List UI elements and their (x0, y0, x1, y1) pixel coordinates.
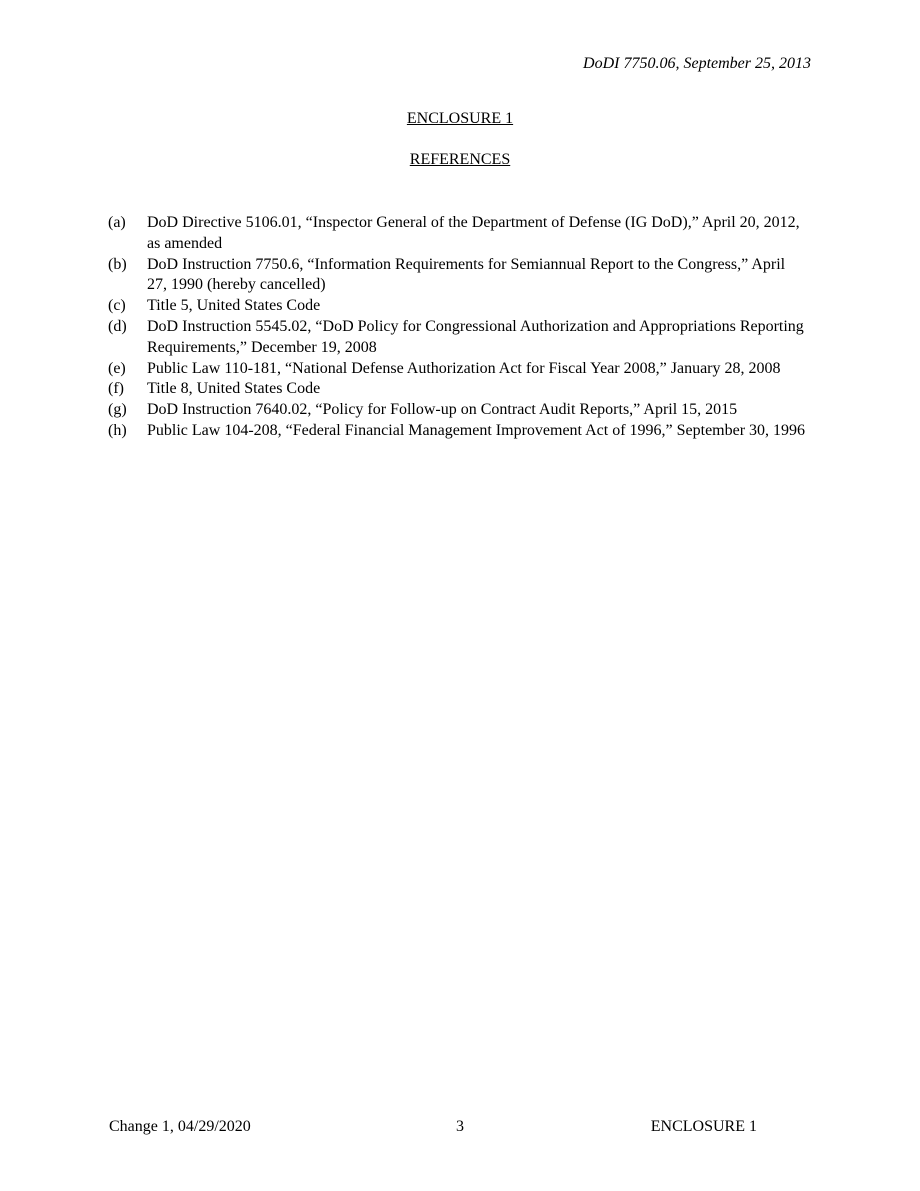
reference-label: (h) (108, 421, 127, 439)
footer-page-number: 3 (456, 1118, 464, 1135)
reference-text: DoD Instruction 7640.02, “Policy for Follow-up on Contract Audit Reports,” April 15, 2015 (147, 401, 738, 419)
reference-label: (g) (108, 401, 127, 419)
reference-item (108, 421, 808, 442)
footer-change: Change 1, 04/29/2020 (109, 1118, 251, 1135)
reference-label: (f) (108, 380, 124, 398)
reference-text: DoD Instruction 7750.6, “Information Requirements for Semiannual Report to the Congress,” April 27, 1990 (hereby cancelled) (147, 255, 786, 294)
references-title (0, 151, 920, 169)
reference-item (108, 379, 808, 400)
footer-enclosure: ENCLOSURE 1 (650, 1118, 757, 1135)
reference-label: (a) (108, 214, 126, 231)
enclosure-title (0, 110, 920, 128)
reference-label: (e) (108, 359, 126, 377)
reference-label: (d) (108, 317, 127, 335)
references-title-text: REFERENCES (409, 151, 511, 168)
reference-item (108, 317, 808, 359)
reference-item (108, 359, 808, 380)
reference-item (108, 255, 808, 297)
reference-text: Public Law 110-181, “National Defense Authorization Act for Fiscal Year 2008,” January 28, 2008 (147, 359, 781, 377)
reference-text: DoD Instruction 5545.02, “DoD Policy for Congressional Authorization and Appropriations Reporting Requirements,” December 19, 2008 (147, 317, 804, 356)
references-list (108, 213, 808, 442)
reference-text: Title 5, United States Code (147, 297, 321, 315)
reference-label: (b) (108, 255, 127, 273)
reference-text: Public Law 104-208, “Federal Financial Management Improvement Act of 1996,” September 30, 1996 (147, 421, 806, 439)
enclosure-title-text: ENCLOSURE 1 (406, 110, 514, 127)
reference-item (108, 296, 808, 317)
reference-text: DoD Directive 5106.01, “Inspector General of the Department of Defense (IG DoD),” April 20, 2012, as amended (147, 214, 800, 252)
reference-item (108, 400, 808, 421)
reference-item (108, 213, 808, 255)
reference-label: (c) (108, 297, 126, 315)
reference-text: Title 8, United States Code (147, 380, 321, 398)
running-header: DoDI 7750.06, September 25, 2013 (583, 55, 811, 72)
